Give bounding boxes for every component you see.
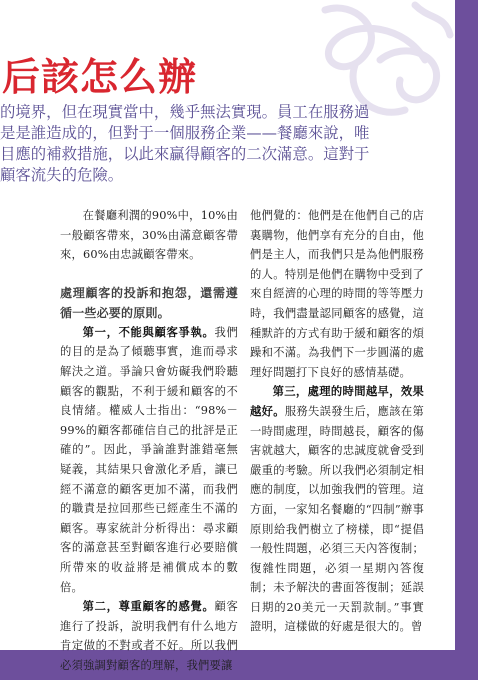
body-paragraph — [60, 597, 238, 675]
intro-line: 顧客流失的危險。 — [0, 166, 124, 184]
intro-line: 是是誰造成的，但對于一個服務企業——餐廳來說，唯 — [0, 124, 370, 142]
body-paragraph: 在餐廳利潤的90%中，10%由一般顧客帶來，30%由滿意顧客帶來，60%由忠誠顧客帶來。 — [60, 209, 238, 262]
intro-paragraph — [0, 102, 450, 186]
principle-lead: 第一，不能與顧客爭執。 — [82, 324, 215, 339]
purple-frame-right — [455, 0, 478, 680]
intro-line: 的境界，但在現實當中，幾乎無法實現。員工在服務過 — [0, 103, 370, 121]
section-heading: 處理顧客的投訴和抱怨，還需遵循一些必要的原則。 — [60, 285, 238, 320]
body-paragraph — [250, 382, 424, 637]
principle-body: 我們的目的是為了傾聽事實，進而尋求解決之道。爭論只會妨礙我們聆聽顧客的觀點，不利于緩和顧客的不良情緒。權威人士指出：“98%－99%的顧客都確信自己的批評是正確的”。因此，爭論誰對誰錯毫無疑義，其結果只會激化矛盾，讓已經不滿意的顧客更加不滿，而我們的職責是拉回那些已經產生不滿的顧客。專家統計分析得出：尋求顧客的滿意甚至對顧客進行必要賠償所帶來的收益將是補償成本的數倍。 — [60, 325, 239, 594]
principle-lead: 第三，處理的時間越早，效果越好。 — [250, 384, 424, 418]
body-paragraph — [60, 323, 238, 597]
principle-lead: 第二，尊重顧客的感覺。 — [82, 599, 215, 614]
principle-body: 顧客進行了投訴，說明我們有什么地方肯定做的不對或者不好。所以我們必須強調對顧客的理解，我們要讓 — [60, 600, 239, 672]
right-column — [250, 206, 424, 637]
intro-line: 目應的補救措施，以此來贏得顧客的二次滿意。這對于 — [0, 145, 370, 163]
body-paragraph: 他們覺的：他們是在他們自己的店裏購物，他們享有充分的自由，他們是主人，而我們只是為他們服務的人。特別是他們在購物中受到了來自經濟的心理的時間的等等壓力時，我們盡量認同顧客的感覺，這種默許的方式有助于緩和顧客的煩躁和不滿。為我們下一步圓滿的處理好問題打下良好的感情基礎。 — [250, 209, 424, 379]
principle-body: 服務失誤發生后，應該在第一時間處理，時間越長，顧客的傷害就越大，顧客的忠誠度就會受到嚴重的考驗。所以我們必須制定相應的制度，以加強我們的管理。這方面，一家知名餐廳的“四制”辦事原則給我們樹立了榜樣，即“提倡一般性問題，必須三天內答復制；復雜性問題，必須一星期內答復制；未予解決的書面答復制；延誤日期的20美元一天罰款制。”事實證明，這樣做的好處是很大的。曾 — [250, 404, 424, 634]
left-column — [60, 206, 238, 675]
page-title: 后該怎么辦 — [2, 55, 198, 99]
